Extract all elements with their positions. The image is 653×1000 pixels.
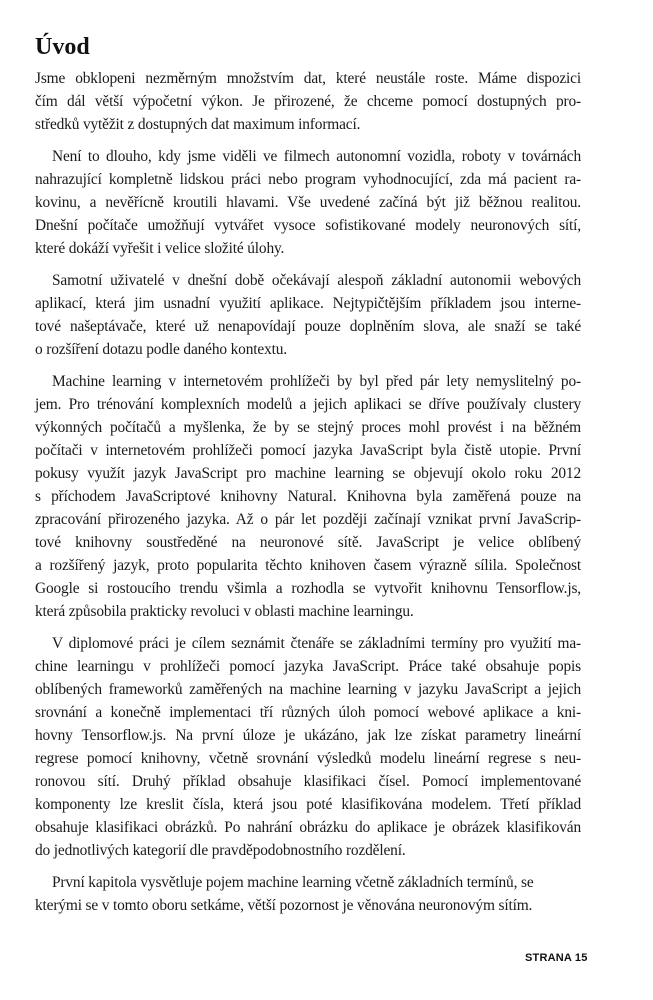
paragraph-6 — [35, 871, 581, 917]
text-line: výkonných počítačů a myšlenka, že by se stejný proces mohl provést i na běžném — [35, 419, 581, 436]
body-text — [35, 67, 581, 926]
text-line: aplikací, která jim usnadní využití aplikace. Nejtypičtějším příkladem jsou interne- — [35, 295, 581, 312]
text-line: ronovou sítí. Druhý příklad obsahuje klasifikaci čísel. Pomocí implementované — [35, 773, 581, 790]
text-line: kovinu, a nevěřícně kroutili hlavami. Vše uvedené začíná být již běžnou realitou. — [35, 194, 581, 211]
text-line: nahrazující kompletně lidskou práci nebo program vyhodnocující, zda má pacient ra- — [35, 171, 581, 188]
text-line: a rozšířený jazyk, proto popularita těchto knihoven časem výrazně sílila. Společnost — [35, 557, 581, 574]
text-line: oblíbených frameworků zaměřených na machine learning v jazyku JavaScript a jejich — [35, 681, 581, 698]
text-line: Machine learning v internetovém prohlížeči by byl před pár lety nemyslitelný po- — [52, 373, 581, 390]
paragraph-1 — [35, 67, 581, 136]
page-number: STRANA 15 — [525, 952, 588, 964]
text-line: počítači v internetovém prohlížeči pomocí jazyka JavaScript byla čistě utopie. První — [35, 442, 581, 459]
text-line: tové knihovny soustředěné na neuronové sítě. JavaScript je velice oblíbený — [35, 534, 581, 551]
text-line: tové našeptávače, které už nenapovídají pouze doplněním slova, ale snaží se také — [35, 318, 581, 335]
text-line: První kapitola vysvětluje pojem machine learning včetně základních termínů, se — [52, 874, 534, 891]
text-line: s příchodem JavaScriptové knihovny Natural. Knihovna byla zaměřená pouze na — [35, 488, 581, 505]
text-line: Google si rostoucího trendu všimla a rozhodla se vytvořit knihovnu Tensorflow.js, — [35, 580, 581, 597]
text-line: čím dál větší výpočetní výkon. Je přirozené, že chceme pomocí dostupných pro- — [35, 93, 581, 110]
text-line: regrese pomocí knihovny, včetně srovnání výsledků modelu lineární regrese s neu- — [35, 750, 581, 767]
text-line: o rozšíření dotazu podle daného kontextu. — [35, 341, 287, 358]
section-heading: Úvod — [35, 34, 90, 60]
text-line: Dnešní počítače umožňují vytvářet vysoce sofistikované modely neuronových sítí, — [35, 217, 581, 234]
text-line: srovnání a konečně implementaci tří různých úloh pomocí webové aplikace a kni- — [35, 704, 581, 721]
text-line: chine learningu v prohlížeči pomocí jazyka JavaScript. Práce také obsahuje popis — [35, 658, 581, 675]
text-line: zpracování přirozeného jazyka. Až o pár let později začínají vznikat první JavaScrip- — [35, 511, 581, 528]
paragraph-5 — [35, 632, 581, 862]
text-line: jem. Pro trénování komplexních modelů a jejich aplikaci se dříve používaly clustery — [35, 396, 581, 413]
text-line: které dokáží vyřešit i velice složité úlohy. — [35, 240, 285, 257]
paragraph-3 — [35, 269, 581, 361]
text-line: středků vytěžit z dostupných dat maximum informací. — [35, 116, 361, 133]
text-line: která způsobila prakticky revoluci v oblasti machine learningu. — [35, 603, 414, 620]
text-line: Není to dlouho, kdy jsme viděli ve filmech autonomní vozidla, roboty v továrnách — [52, 148, 581, 165]
text-line: hovny Tensorflow.js. Na první úloze je ukázáno, jak lze získat parametry lineární — [35, 727, 581, 744]
text-line: V diplomové práci je cílem seznámit čtenáře se základními termíny pro využití ma- — [52, 635, 581, 652]
text-line: pokusy využít jazyk JavaScript pro machine learning se objevují okolo roku 2012 — [35, 465, 581, 482]
text-line: kterými se v tomto oboru setkáme, větší pozornost je věnována neuronovým sítím. — [35, 897, 533, 914]
text-line: Jsme obklopeni nezměrným množstvím dat, které neustále roste. Máme dispozici — [35, 70, 581, 87]
paragraph-4 — [35, 370, 581, 623]
text-line: komponenty lze kreslit čísla, která jsou poté klasifikována modelem. Třetí příklad — [35, 796, 581, 813]
text-line: obsahuje klasifikaci obrázků. Po nahrání obrázku do aplikace je obrázek klasifikován — [35, 819, 581, 836]
paragraph-2 — [35, 145, 581, 260]
text-line: do jednotlivých kategorií dle pravděpodobnostního rozdělení. — [35, 842, 406, 859]
text-line: Samotní uživatelé v dnešní době očekávají alespoň základní autonomii webových — [52, 272, 581, 289]
